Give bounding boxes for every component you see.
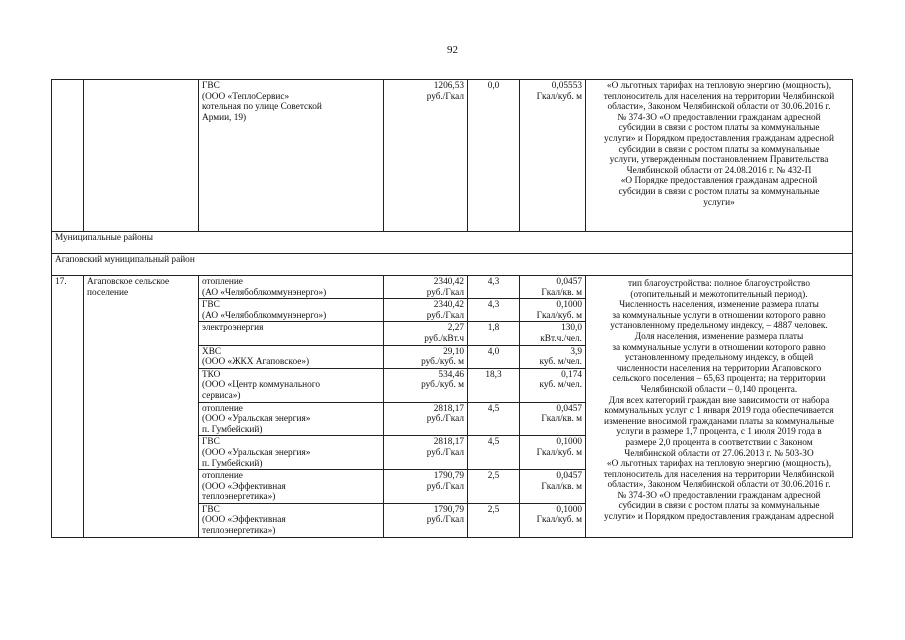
notes-line: услуги» и Порядком предоставления гражданам адресной	[604, 512, 834, 523]
service-line: электроэнергия	[202, 323, 264, 334]
notes-cell	[586, 80, 853, 232]
norm-cell	[520, 299, 586, 322]
settlement-line: Агаповское сельское	[87, 277, 170, 287]
tariff-unit: руб./куб. м	[421, 357, 464, 368]
growth-value: 1,8	[487, 323, 500, 334]
norm-unit: Гкал/кв. м	[541, 414, 582, 425]
norm-unit: Гкал/кв. м	[541, 287, 582, 298]
notes-line: Для всех категорий граждан вне зависимости от набора	[608, 395, 830, 406]
growth-cell	[468, 503, 520, 537]
norm-cell	[520, 368, 586, 402]
service-cell	[199, 503, 384, 537]
growth-cell	[468, 276, 520, 299]
norm-value: 0,05553	[551, 81, 582, 91]
growth-cell	[468, 402, 520, 436]
notes-line: субсидии в связи с ростом платы за коммунальные	[618, 186, 820, 197]
section-row	[52, 232, 853, 254]
tariff-unit: руб./Гкал	[426, 287, 464, 298]
section-district: Агаповский муниципальный район	[52, 254, 853, 276]
service-line: (ООО «Уральская энергия»	[202, 414, 311, 425]
growth-cell	[468, 368, 520, 402]
service-cell	[199, 402, 384, 436]
norm-unit: Гкал/куб. м	[536, 91, 582, 102]
tariff-cell	[384, 503, 468, 537]
norm-unit: Гкал/куб. м	[536, 310, 582, 321]
notes-line: субсидии в связи с ростом платы за коммунальные	[618, 123, 820, 134]
growth-cell	[468, 470, 520, 504]
norm-cell	[520, 276, 586, 299]
service-line: (ООО «ТеплоСервис»	[202, 91, 290, 102]
norm-cell	[520, 470, 586, 504]
settlement-line: поселение	[87, 287, 129, 298]
notes-line: за коммунальные услуги в отношении которого равно	[612, 342, 826, 353]
table-row	[52, 80, 853, 232]
tariff-value: 2,27	[447, 323, 464, 334]
notes-line: изменение вносимой гражданами платы за коммунальные	[604, 416, 834, 427]
service-cell	[199, 345, 384, 368]
notes-line: размере 2,0 процента в соответствии с Законом	[625, 437, 813, 448]
tariff-value: 534,46	[438, 369, 464, 380]
tariff-value: 2818,17	[433, 403, 464, 414]
growth-cell	[468, 322, 520, 345]
notes-line: области», Законом Челябинской области от 30.06.2016 г.	[607, 102, 831, 113]
norm-value: 3,9	[570, 346, 582, 357]
tariff-unit: руб./Гкал	[426, 91, 464, 102]
service-line: котельная по улице Советской	[202, 102, 322, 113]
notes-line: «О льготных тарифах на тепловую энергию (мощность),	[606, 81, 832, 91]
service-line: (АО «Челябоблкоммунэнерго»)	[202, 287, 327, 298]
notes-line: № 374-ЗО «О предоставлении гражданам адресной	[617, 490, 821, 501]
tariff-cell	[384, 276, 468, 299]
notes-line: Челябинской области – 0,140 процента.	[640, 384, 798, 395]
service-line: п. Гумбейский)	[202, 458, 263, 469]
service-line: теплоэнергетика»)	[202, 526, 276, 537]
tariff-value: 2818,17	[433, 437, 464, 448]
growth-value: 18,3	[485, 369, 502, 380]
norm-unit: кВт.ч./чел.	[540, 333, 582, 344]
service-line: (ООО «Эффективная	[202, 481, 286, 492]
service-line: отопление	[202, 403, 243, 414]
tariff-cell	[384, 436, 468, 470]
growth-value: 4,0	[487, 346, 500, 357]
notes-line: коммунальных услуг с 1 января 2019 года обеспечивается	[604, 406, 834, 417]
notes-line: Численность населения, изменение размера платы	[619, 300, 819, 311]
growth-value: 2,5	[487, 504, 500, 515]
service-line: ХВС	[202, 346, 222, 357]
tariff-cell	[384, 368, 468, 402]
service-cell	[199, 368, 384, 402]
row-number: 17.	[55, 277, 67, 287]
tariff-value: 2340,42	[433, 300, 464, 311]
service-line: (ООО «Уральская энергия»	[202, 447, 311, 458]
norm-cell	[520, 436, 586, 470]
norm-value: 0,0457	[556, 403, 582, 414]
notes-line: теплоноситель для населения на территории Челябинской	[603, 469, 835, 480]
tariff-value: 1206,53	[433, 81, 464, 91]
service-line: отопление	[202, 277, 243, 287]
tariff-unit: руб./Гкал	[426, 310, 464, 321]
notes-line: (отопительный и межотопительный период).	[630, 289, 808, 300]
tariff-value: 29,10	[443, 346, 464, 357]
notes-line: за коммунальные услуги в отношении которого равно	[612, 310, 826, 321]
tariff-cell	[384, 345, 468, 368]
notes-line: установленному предельному индексу, – 4887 человек.	[610, 321, 828, 332]
tariff-value: 1790,79	[433, 471, 464, 482]
norm-cell	[520, 322, 586, 345]
service-line: ГВС	[202, 300, 220, 311]
growth-cell	[468, 345, 520, 368]
norm-unit: Гкал/кв. м	[541, 481, 582, 492]
growth-cell	[468, 299, 520, 322]
service-cell	[199, 276, 384, 299]
service-line: (ООО «ЖКХ Агаповское»)	[202, 357, 310, 368]
row-number-cell	[52, 276, 84, 538]
notes-line: Челябинской области от 27.06.2013 г. № 503-ЗО	[624, 448, 814, 459]
service-line: сервиса»)	[202, 390, 241, 401]
notes-line: Челябинской области от 24.08.2016 г. № 432-П	[626, 165, 812, 176]
tariff-unit: руб./Гкал	[426, 481, 464, 492]
growth-value: 0,0	[487, 81, 500, 91]
service-cell	[199, 80, 384, 232]
tariff-unit: руб./Гкал	[426, 515, 464, 526]
notes-line: услуги»	[703, 197, 735, 208]
service-cell	[199, 299, 384, 322]
tariff-cell	[384, 402, 468, 436]
row-number-cell	[52, 80, 84, 232]
growth-value: 2,5	[487, 471, 500, 482]
notes-line: субсидии в связи с ростом платы за коммунальные	[618, 501, 820, 512]
service-line: (ООО «Центр коммунального	[202, 380, 321, 391]
growth-value: 4,3	[487, 277, 500, 287]
service-cell	[199, 436, 384, 470]
norm-value: 130,0	[561, 323, 582, 334]
notes-line: тип благоустройства: полное благоустройство	[627, 279, 811, 289]
tariff-unit: руб./Гкал	[426, 414, 464, 425]
notes-line: установленному предельному индексу, в общей	[624, 353, 814, 364]
norm-cell	[520, 402, 586, 436]
growth-cell	[468, 436, 520, 470]
service-line: ГВС	[202, 81, 220, 91]
norm-value: 0,1000	[556, 437, 582, 448]
tariff-cell	[384, 299, 468, 322]
tariff-unit: руб./куб. м	[421, 380, 464, 391]
notes-line: услуги в размере 1,7 процента, с 1 июля 2019 года в	[616, 427, 822, 438]
notes-line: услуги, утвержденным постановлением Правительства	[609, 155, 829, 166]
service-line: п. Гумбейский)	[202, 424, 263, 435]
norm-unit: Гкал/куб. м	[536, 515, 582, 526]
growth-value: 4,5	[487, 437, 500, 448]
tariff-cell	[384, 322, 468, 345]
notes-line: сельского поселения – 65,63 процента; на территории	[612, 374, 826, 385]
norm-value: 0,1000	[556, 504, 582, 515]
notes-line: области», Законом Челябинской области от 30.06.2016 г.	[607, 480, 831, 491]
norm-cell	[520, 345, 586, 368]
tariff-unit: руб./Гкал	[426, 447, 464, 458]
page-number: 92	[447, 44, 458, 56]
notes-cell	[586, 276, 853, 538]
service-line: ГВС	[202, 504, 220, 515]
tariff-value: 1790,79	[433, 504, 464, 515]
tariff-cell	[384, 470, 468, 504]
tariff-table	[51, 79, 853, 538]
service-line: (АО «Челябоблкоммунэнерго»)	[202, 310, 327, 321]
norm-cell	[520, 503, 586, 537]
settlement-cell	[84, 80, 199, 232]
tariff-unit: руб./кВт.ч	[424, 333, 464, 344]
service-line: Армии, 19)	[202, 112, 247, 123]
notes-line: «О льготных тарифах на тепловую энергию (мощность),	[606, 459, 832, 470]
norm-unit: Гкал/куб. м	[536, 447, 582, 458]
settlement-cell	[84, 276, 199, 538]
growth-cell	[468, 80, 520, 232]
tariff-cell	[384, 80, 468, 232]
service-line: теплоэнергетика»)	[202, 492, 276, 503]
notes-line: Доля населения, изменение размера платы	[634, 331, 804, 342]
service-cell	[199, 470, 384, 504]
growth-value: 4,5	[487, 403, 500, 414]
notes-line: услуги» и Порядком предоставления гражданам адресной	[604, 133, 834, 144]
notes-line: теплоноситель для населения на территории Челябинской	[603, 91, 835, 102]
service-line: ТКО	[202, 369, 221, 380]
norm-cell	[520, 80, 586, 232]
norm-value: 0,0457	[556, 471, 582, 482]
service-line: ГВС	[202, 437, 220, 448]
growth-value: 4,3	[487, 300, 500, 311]
notes-line: № 374-ЗО «О предоставлении гражданам адресной	[617, 112, 821, 123]
notes-line: субсидии в связи с ростом платы за коммунальные	[618, 144, 820, 155]
notes-line: численности населения на территории Агаповского	[616, 363, 822, 374]
section-row	[52, 254, 853, 276]
norm-value: 0,1000	[556, 300, 582, 311]
norm-unit: куб. м/чел.	[539, 357, 582, 368]
service-line: (ООО «Эффективная	[202, 515, 286, 526]
norm-unit: куб. м/чел.	[539, 380, 582, 391]
service-line: отопление	[202, 471, 243, 482]
service-cell	[199, 322, 384, 345]
tariff-value: 2340,42	[433, 277, 464, 287]
norm-value: 0,0457	[556, 277, 582, 287]
section-municipal: Муниципальные районы	[52, 232, 853, 254]
notes-line: «О Порядке предоставления гражданам адресной	[620, 176, 818, 187]
norm-value: 0,174	[561, 369, 582, 380]
table-row	[52, 276, 853, 299]
